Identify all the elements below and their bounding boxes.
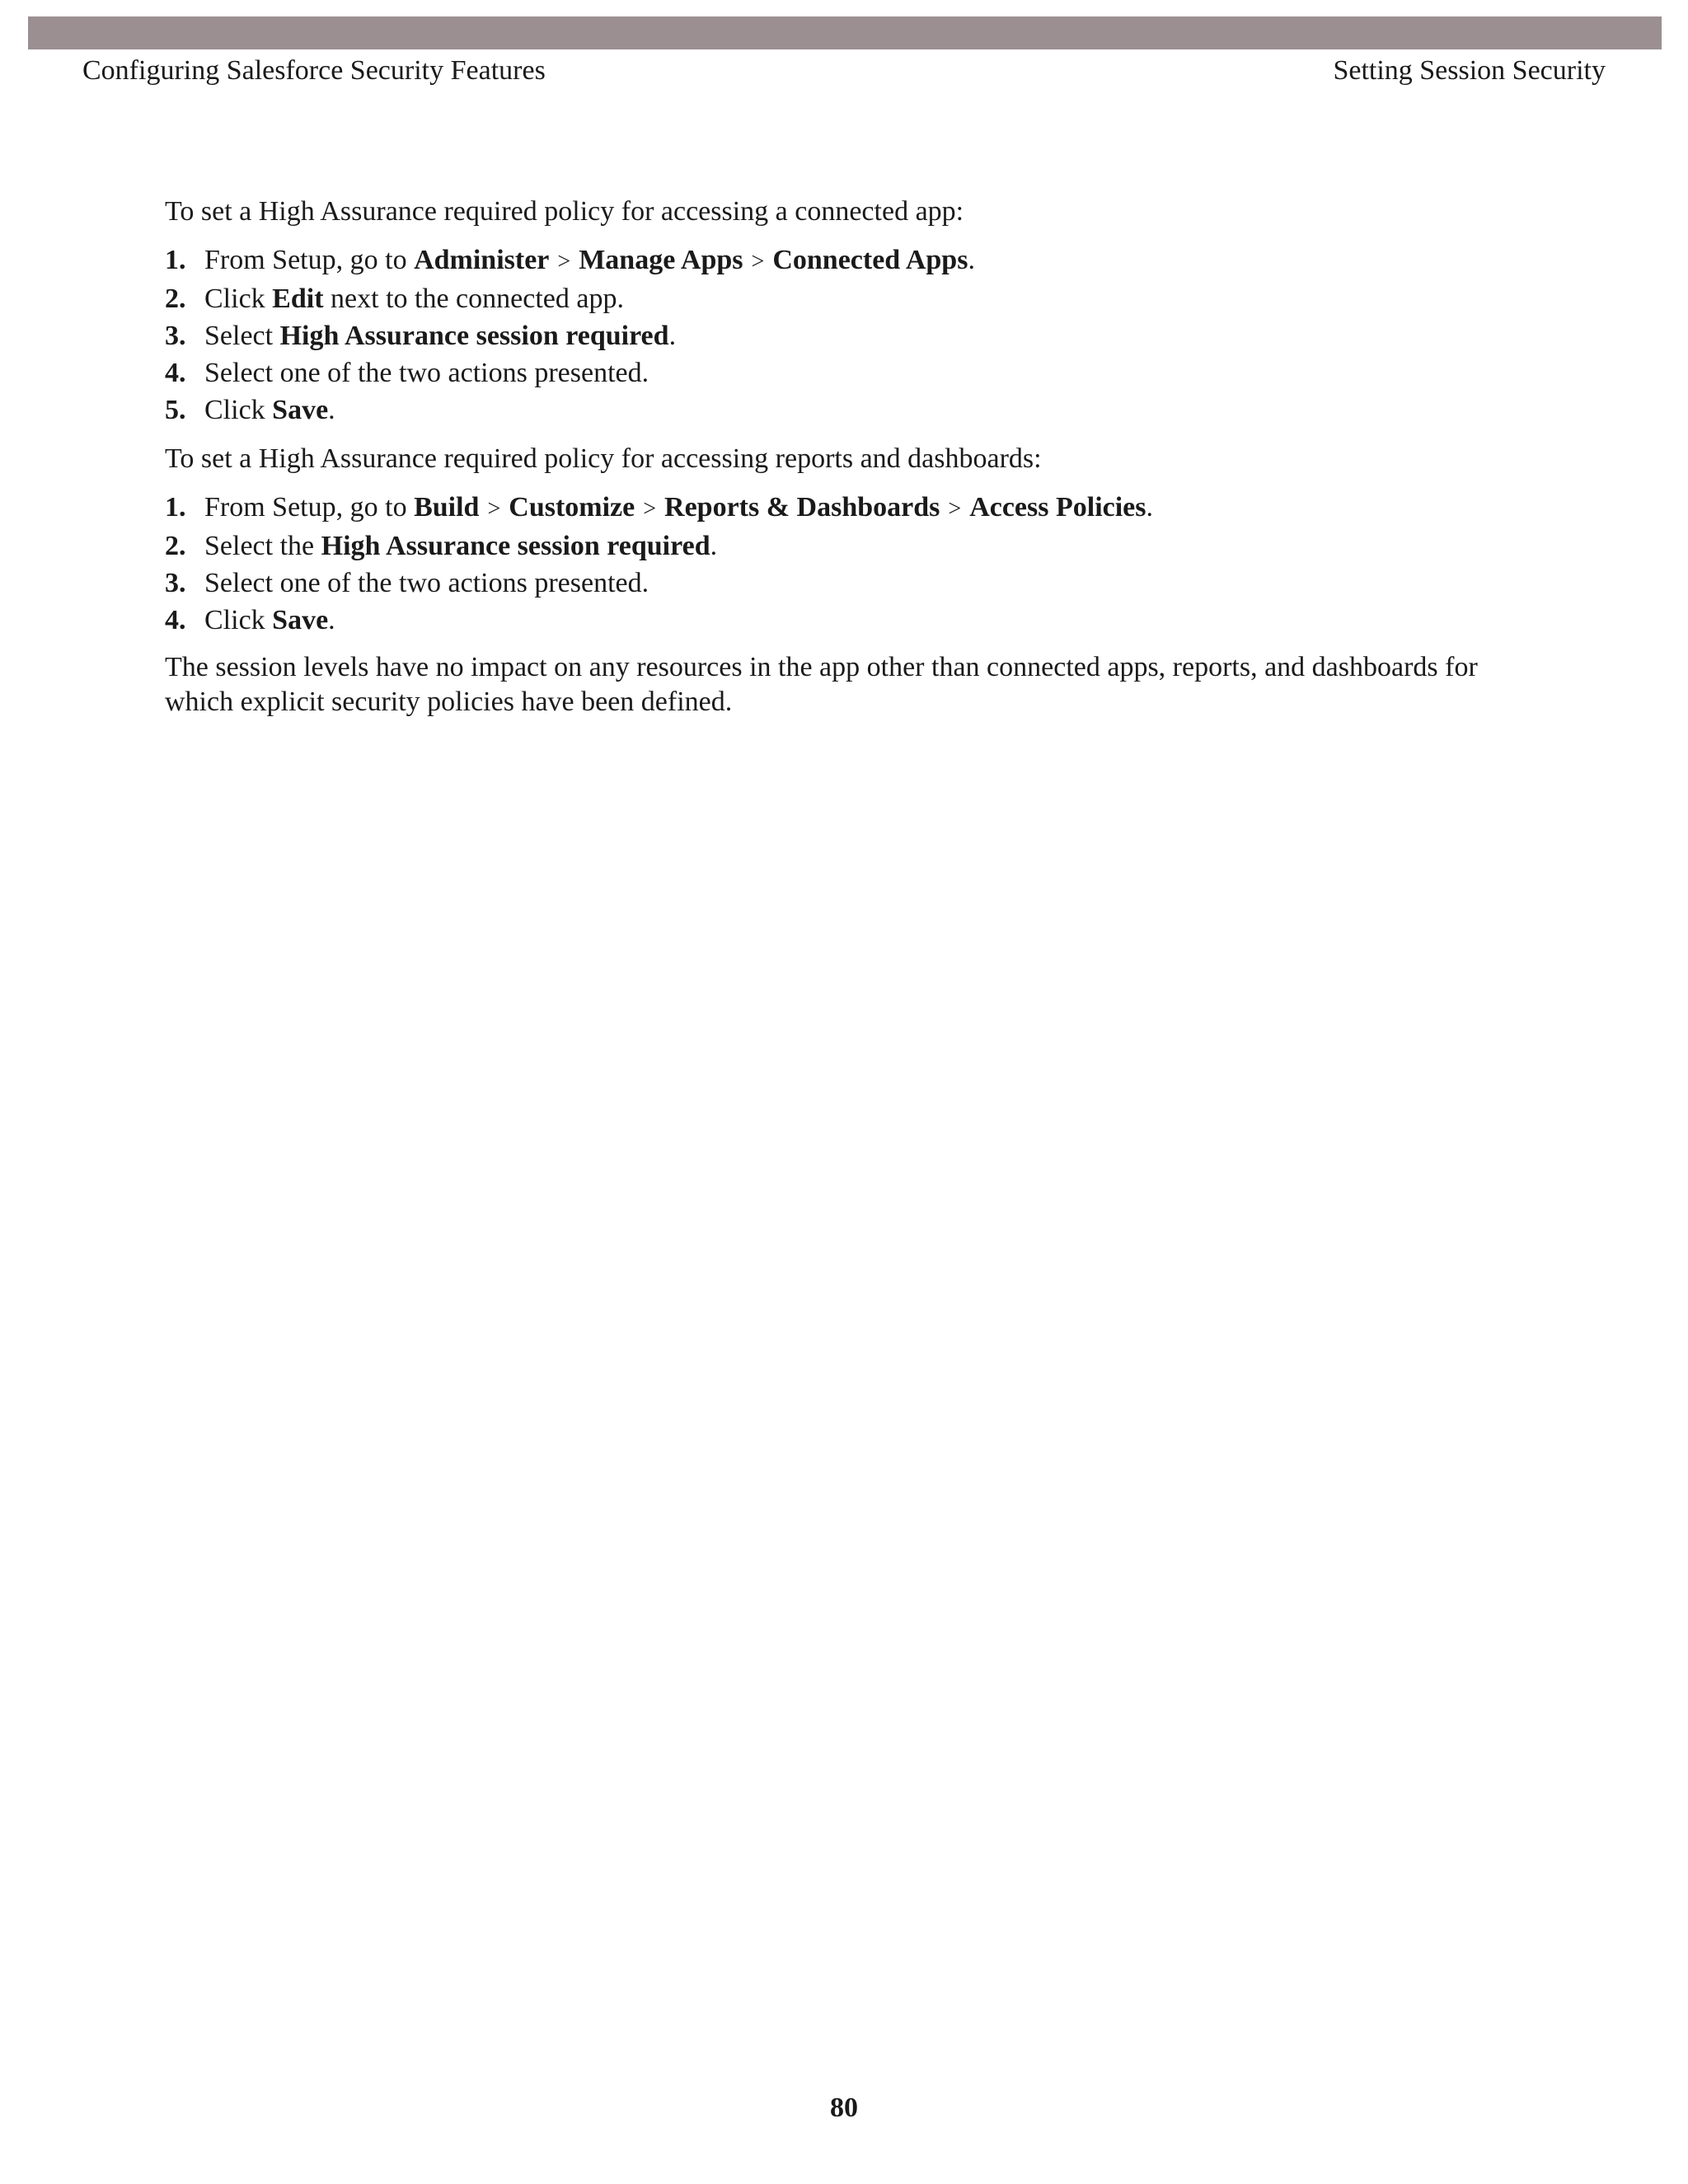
section-title: Setting Session Security — [1333, 55, 1606, 86]
step-text: From Setup, go to — [204, 492, 415, 523]
step-end: . — [968, 245, 975, 275]
step-text: Click — [204, 605, 273, 635]
closing-paragraph: The session levels have no impact on any resources in the app other than connected apps, reports, and dashboards for which explicit security policies have been defined. — [165, 652, 1478, 717]
step-number: 1. — [165, 492, 186, 523]
step-number: 3. — [165, 568, 186, 598]
section1-intro: To set a High Assurance required policy for accessing a connected app: — [165, 196, 964, 227]
path-separator: > — [948, 496, 962, 522]
step-number: 4. — [165, 358, 186, 388]
step-text: Select — [204, 321, 280, 351]
list-item — [165, 317, 1550, 354]
path-separator: > — [487, 496, 501, 522]
step-number: 2. — [165, 284, 186, 314]
path-separator: > — [643, 496, 657, 522]
menu-path-administer: Administer — [414, 245, 550, 275]
step-number: 3. — [165, 321, 186, 351]
header-bar — [28, 16, 1662, 49]
step-text: next to the connected app. — [323, 284, 624, 314]
step-text: Select the — [204, 531, 321, 561]
list-item — [165, 391, 1550, 429]
page-content — [165, 193, 1550, 719]
chapter-title: Configuring Salesforce Security Features — [82, 55, 546, 86]
edit-label: Edit — [272, 284, 324, 314]
save-label: Save — [272, 605, 329, 635]
page-number: 80 — [830, 2093, 858, 2123]
step-text: Click — [204, 395, 273, 425]
step-end: . — [328, 395, 335, 425]
option-label: High Assurance session required — [279, 321, 669, 351]
menu-path-access-policies: Access Policies — [969, 492, 1146, 523]
list-item — [165, 527, 1550, 565]
step-end: . — [710, 531, 718, 561]
running-header — [82, 53, 1606, 89]
step-number: 5. — [165, 395, 186, 425]
list-item — [165, 489, 1550, 527]
list-item — [165, 241, 1550, 280]
list-item — [165, 280, 1550, 317]
step-end: . — [328, 605, 335, 635]
section1-steps — [165, 241, 1550, 429]
list-item — [165, 602, 1550, 639]
step-end: . — [668, 321, 677, 351]
step-text: From Setup, go to — [204, 245, 415, 275]
step-number: 1. — [165, 245, 186, 275]
step-text: Click — [204, 284, 273, 314]
menu-path-customize: Customize — [509, 492, 635, 523]
list-item — [165, 565, 1550, 602]
menu-path-reports-dashboards: Reports & Dashboards — [664, 492, 940, 523]
list-item — [165, 354, 1550, 391]
step-text: Select one of the two actions presented. — [204, 358, 649, 388]
step-text: Select one of the two actions presented. — [204, 568, 649, 598]
save-label: Save — [272, 395, 329, 425]
menu-path-build: Build — [414, 492, 480, 523]
step-number: 2. — [165, 531, 186, 561]
menu-path-connected-apps: Connected Apps — [772, 245, 968, 275]
section2-steps — [165, 489, 1550, 639]
path-separator: > — [751, 249, 765, 274]
path-separator: > — [557, 249, 571, 274]
step-end: . — [1146, 492, 1153, 523]
section2-intro: To set a High Assurance required policy for accessing reports and dashboards: — [165, 443, 1042, 474]
menu-path-manage-apps: Manage Apps — [579, 245, 743, 275]
step-number: 4. — [165, 605, 186, 635]
option-label: High Assurance session required — [321, 531, 710, 561]
